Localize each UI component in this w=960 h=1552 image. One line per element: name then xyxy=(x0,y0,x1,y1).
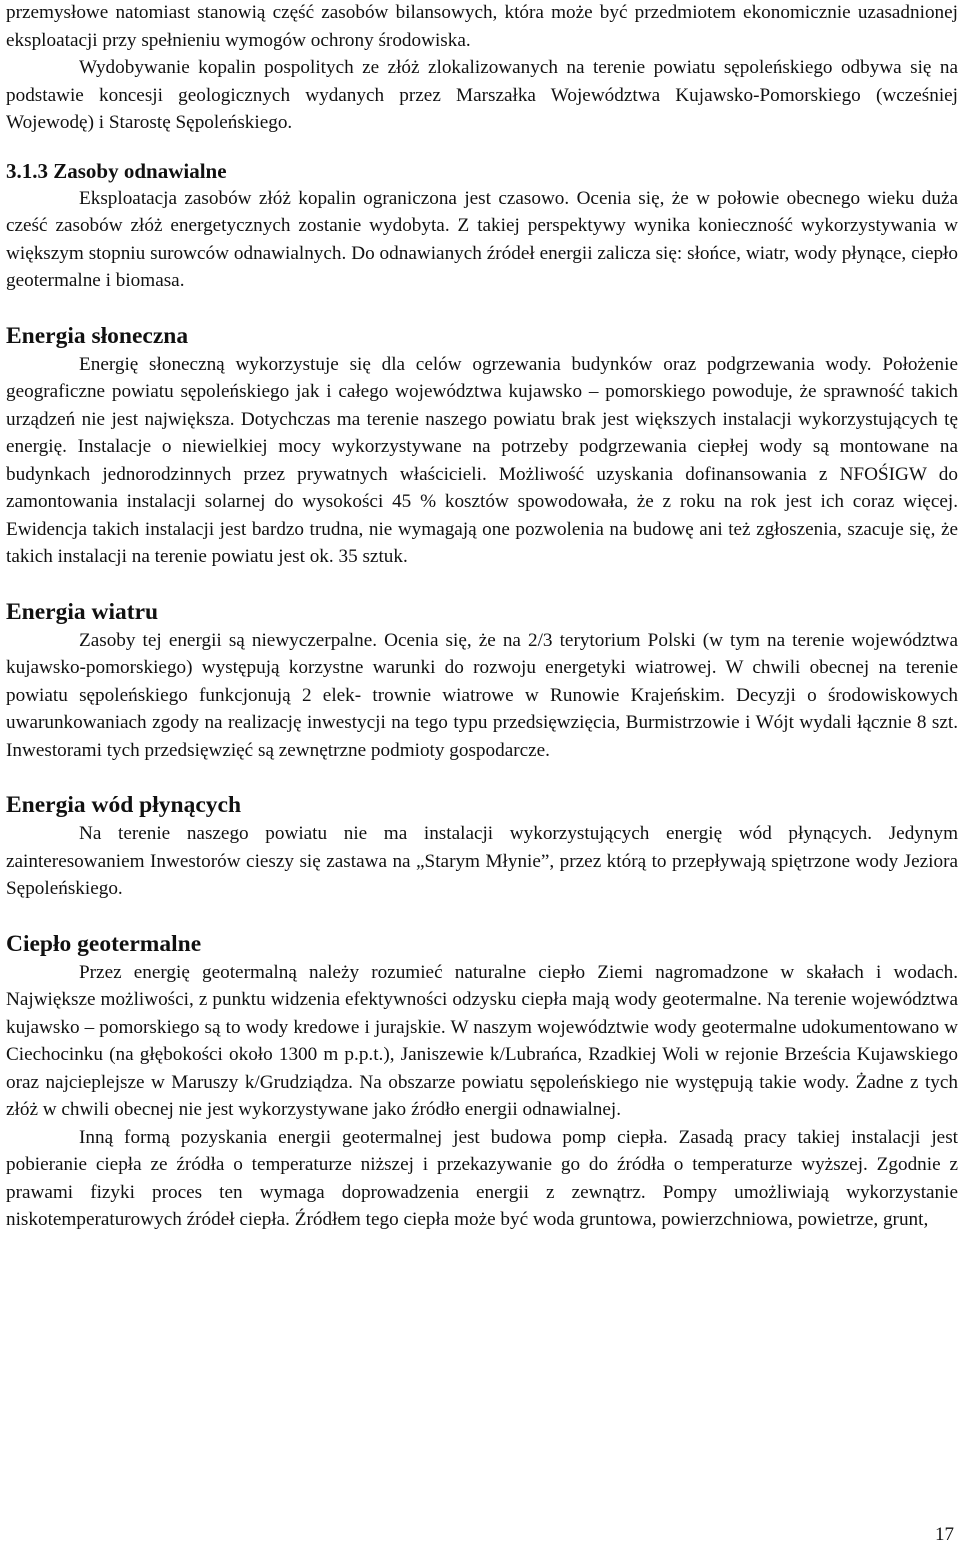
section-heading-energia-sloneczna: Energia słoneczna xyxy=(6,322,189,349)
zasoby-odnawialne-paragraph: Eksploatacja zasobów złóż kopalin ograniczona jest czasowo. Ocenia się, że w połowie obecnego wieku duża cześć zasobów złóż energetycznych zostanie wydobyta. Z takiej perspektywy wynika konieczność wykorzystywania w większym stopniu surowców odnawialnych. Do odnawianych źródeł energii zalicza się: słońce, wiatr, wody płynące, ciepło geotermalne i biomasa. xyxy=(6,187,958,291)
intro-paragraph-2: Wydobywanie kopalin pospolitych ze złóż zlokalizowanych na terenie powiatu sępoleńskiego odbywa się na podstawie koncesji geologicznych wydanych przez Marszałka Województwa Kujawsko-Pomorskiego (wcześniej Wojewodę) i Starostę Sępoleńskiego. xyxy=(6,57,958,133)
section-heading-energia-wiatru: Energia wiatru xyxy=(6,598,159,625)
intro-paragraph-1: przemysłowe natomiast stanowią część zasobów bilansowych, która może być przedmiotem ekonomicznie uzasadnionej eksploatacji przy spełnieniu wymogów ochrony środowiska. xyxy=(6,2,958,51)
energia-wod-paragraph: Na terenie naszego powiatu nie ma instalacji wykorzystujących energię wód płynących. Jedynym zainteresowaniem Inwestorów cieszy się zastawa na „Starym Młynie”, przez którą to przepływają spiętrzone wody Jeziora Sępoleńskiego. xyxy=(6,823,958,899)
page-number: 17 xyxy=(935,1524,954,1545)
section-heading-energia-wod-plynacych: Energia wód płynących xyxy=(6,792,242,818)
section-heading-cieplo-geotermalne: Ciepło geotermalne xyxy=(6,930,202,957)
energia-sloneczna-paragraph: Energię słoneczną wykorzystuje się dla celów ogrzewania budynków oraz podgrzewania wody. Położenie geograficzne powiatu sępoleńskiego jak i całego województwa kujawsko – pomorskiego powoduje, że sprawność takich urządzeń nie jest największa. Dotychczas ma terenie naszego powiatu brak jest większych instalacji wykorzystujących tę energię. Instalacje o niewielkiej mocy wykorzystywane na potrzeby podgrzewania ciepłej wody są montowane na budynkach jednorodzinnych przez prywatnych właścicieli. Możliwość uzyskania dofinansowania z NFOŚIGW do zamontowania instalacji solarnej do wysokości 45 % kosztów spowodowała, że z roku na rok jest ich coraz więcej. Ewidencja takich instalacji jest bardzo trudna, nie wymagają one pozwolenia na budowę ani też zgłoszenia, szacuje się, że takich instalacji na terenie powiatu jest ok. 35 sztuk. xyxy=(6,353,958,567)
cieplo-geotermalne-paragraph-2: Inną formą pozyskania energii geotermalnej jest budowa pomp ciepła. Zasadą pracy takiej instalacji jest pobieranie ciepła ze źródła o temperaturze niższej i przekazywanie go do źródła o temperaturze wyższej. Zgodnie z prawami fizyki proces ten wymaga doprowadzenia energii z zewnątrz. Pompy umożliwiają wykorzystanie niskotemperaturowych źródeł ciepła. Źródłem tego ciepła może być woda gruntowa, powierzchniowa, powietrze, grunt, xyxy=(6,1126,958,1230)
cieplo-geotermalne-paragraph-1: Przez energię geotermalną należy rozumieć naturalne ciepło Ziemi nagromadzone w skałach i wodach. Największe możliwości, z punktu widzenia efektywności odzysku ciepła mają wody geotermalne. Na terenie województwa kujawsko – pomorskiego są to wody kredowe i jurajskie. W naszym województwie wody geotermalne udokumentowano w Ciechocinku (na głębokości około 1300 m p.p.t.), Janiszewie k/Lubrańca, Rzadkiej Woli w rejonie Brześcia Kujawskiego oraz najcieplejsze w Maruszy k/Grudziądza. Na obszarze powiatu sępoleńskiego nie występują takie wody. Żadne z tych złóż w chwili obecnej nie jest wykorzystywane jako źródło energii odnawialnej. xyxy=(6,961,958,1120)
energia-wiatru-paragraph: Zasoby tej energii są niewyczerpalne. Ocenia się, że na 2/3 terytorium Polski (w tym na terenie województwa kujawsko-pomorskiego) występują korzystne warunki do rozwoju energetyki wiatrowej. W chwili obecnej na terenie powiatu sępoleńskiego funkcjonują 2 elek- trownie wiatrowe w Runowie Krajeńskim. Decyzji o środowiskowych uwarunkowaniach zgody na realizację inwestycji na tego typu przedsięwzięcia, Burmistrzowie i Wójt wydali łącznie 8 szt. Inwestorami tych przedsięwzięć są zewnętrzne podmioty gospodarcze. xyxy=(6,629,958,761)
document-page xyxy=(6,0,958,1234)
section-heading-zasoby-odnawialne: 3.1.3 Zasoby odnawialne xyxy=(6,158,227,183)
